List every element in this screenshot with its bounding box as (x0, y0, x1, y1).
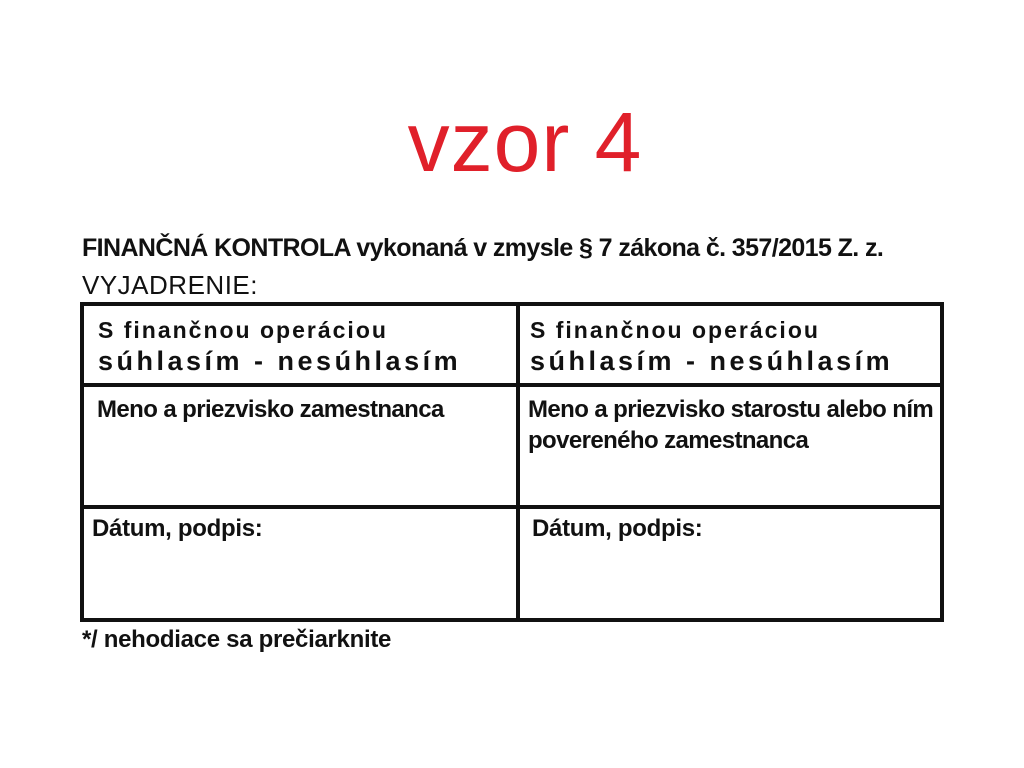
table-column-divider (516, 302, 520, 622)
right-mayor-name-field[interactable]: Meno a priezvisko starostu alebo ním povereného zamestnanca (528, 396, 934, 454)
table-row-divider-2 (80, 505, 944, 509)
footnote: */ nehodiace sa prečiarknite (82, 626, 392, 653)
right-date-signature-field[interactable]: Dátum, podpis: (532, 515, 703, 542)
left-employee-name-field[interactable]: Meno a priezvisko zamestnanca (97, 396, 444, 423)
left-operation-label: S finančnou operáciou (98, 317, 388, 343)
statement-label: VYJADRENIE: (82, 270, 258, 300)
table-row-divider-1 (80, 383, 944, 387)
right-operation-label: S finančnou operáciou (530, 317, 820, 343)
financial-control-heading: FINANČNÁ KONTROLA vykonaná v zmysle § 7 zákona č. 357/2015 Z. z. (82, 234, 884, 262)
left-agreement-options[interactable]: súhlasím - nesúhlasím (98, 346, 462, 376)
page-title: vzor 4 (407, 95, 643, 189)
right-agreement-options[interactable]: súhlasím - nesúhlasím (530, 346, 894, 376)
left-date-signature-field[interactable]: Dátum, podpis: (92, 515, 263, 542)
